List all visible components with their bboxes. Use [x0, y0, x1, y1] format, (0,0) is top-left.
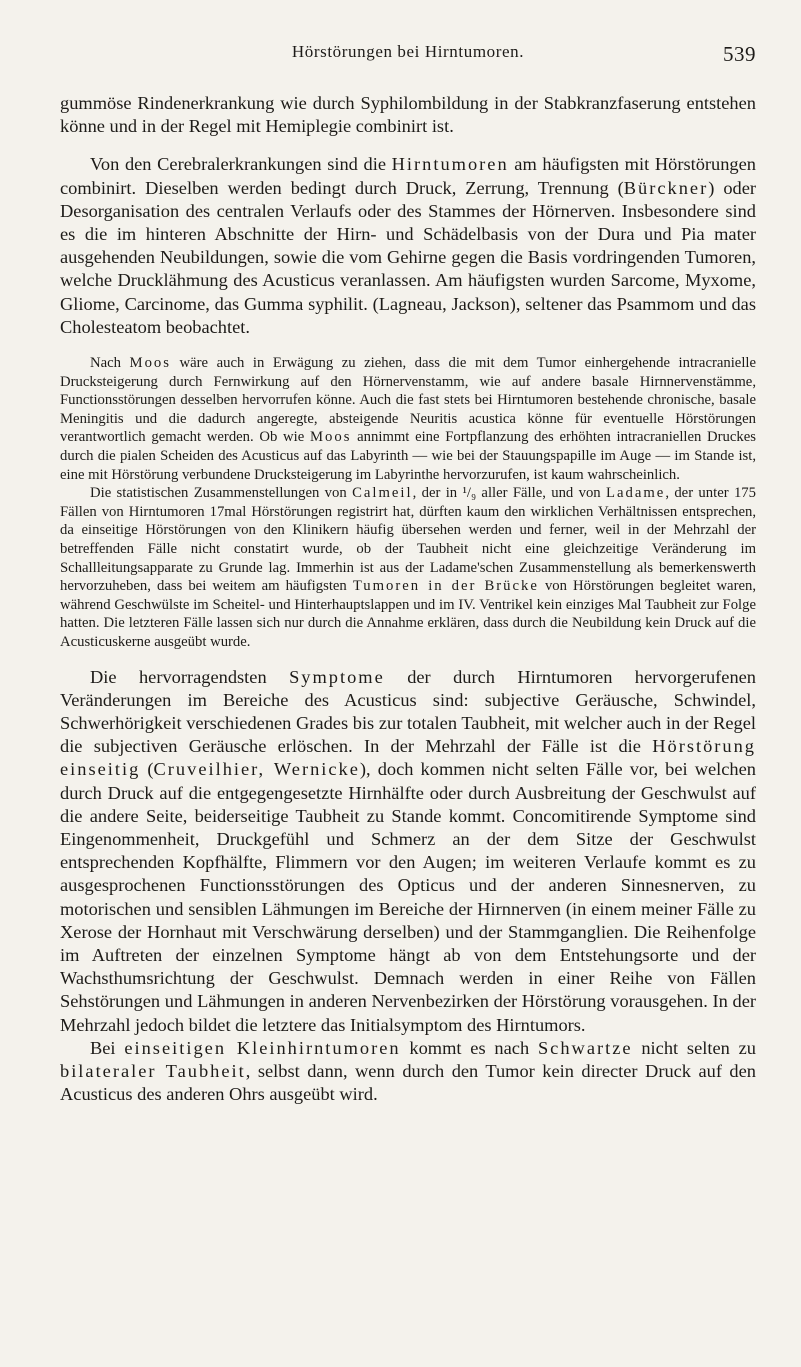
text-run: von Hörstörungen begleitet waren, während Geschwülste im Scheitel- und Hinterhauptslappen und im IV. Ventrikel kein einziges Mal Taubheit zur Folge hatten. Die letzteren Fälle lassen sich nur durch die Annahme erklären, dass durch die Neubildung kein Druck auf die Acusticuskerne ausgeübt wurde.	[60, 578, 756, 650]
paragraph-hirntumoren	[60, 153, 756, 339]
paragraph-kleinhirntumoren	[60, 1037, 756, 1107]
spaced-term: Hörstörung einseitig	[60, 736, 756, 780]
text-run: , der unter 175 Fällen von Hirntumoren 17mal Hörstörungen registrirt hat, dürften kaum den wirklichen Verhältnissen entsprechen, da einseitige Hörstörungen von den Klinikern häufig übersehen werden und ferner, weil in der Mehrzahl der betreffenden Fälle nicht constatirt wurde, ob der Taubheit nicht eine gleichzeitige Veränderung im Schallleitungsapparate zu Grunde lag. Immerhin ist aus der Ladame'schen Zusammenstellung als bemerkenswerth hervorzuheben, dass bei weitem am häufigsten	[60, 485, 756, 595]
spaced-term: einseitigen Kleinhirntumoren	[124, 1037, 401, 1058]
text-run: Die hervorragendsten	[90, 666, 290, 687]
running-title: Hörstörungen bei Hirntumoren.	[291, 42, 525, 61]
text-run: am häufigsten mit Hörstörungen combinirt. Dieselben werden bedingt durch Druck, Zerrung, Trennung (	[60, 154, 756, 198]
text-run: ) oder Desorganisation des centralen Verlaufs oder des Stammes der Hörnerven. Insbesondere sind es die im hinteren Abschnitte der Hirn- und Schädelbasis von der Dura und Pia mater ausgehenden Neubildungen, sowie die vom Gehirne gegen die Basis vordringenden Tumoren, welche Drucklähmung des Acusticus veranlassen. Am häufigsten wurden Sarcome, Myxome, Gliome, Carcinome, das Gumma syphilit. (Lagneau, Jackson), seltener das Psammom und das Cholesteatom beobachtet.	[60, 177, 756, 337]
paragraph-moos	[60, 354, 756, 484]
text-run: Von den Cerebralerkrankungen sind die	[90, 154, 392, 175]
text-run: nicht selten zu	[632, 1037, 756, 1058]
text-run: wäre auch in Erwägung zu ziehen, dass die mit dem Tumor einhergehende intracranielle Drucksteigerung durch Fernwirkung auf den Hörnervenstamm, wie auf andere basale Hirnnervenstämme, Functionsstörungen desselben hervorrufen könne. Auch die fast stets bei Hirntumoren bestehende chronische, basale Meningitis und die dadurch angeregte, absteigende Neuritis acustica könne für eventuelle Hörstörungen verantwortlich gemacht werden. Ob wie	[60, 355, 756, 446]
page-header	[60, 42, 756, 72]
text-run: (	[140, 759, 154, 780]
paragraph-statistics	[60, 484, 756, 651]
text-run: Nach	[90, 355, 130, 372]
author-name: Calmeil	[352, 485, 413, 502]
text-run: , der in	[412, 485, 463, 502]
paragraph-symptome	[60, 666, 756, 1037]
author-name: Moos	[129, 355, 171, 372]
text-run: kommt es nach	[400, 1037, 538, 1058]
text-run: Die statistischen Zusammenstellungen von	[90, 485, 353, 502]
page-number: 539	[723, 42, 756, 66]
author-name: Schwartze	[537, 1037, 633, 1058]
fraction: ¹/₉	[462, 485, 477, 502]
spaced-term: Symptome	[289, 666, 385, 687]
page-body	[60, 92, 756, 1106]
text-run: Bei	[90, 1037, 125, 1058]
text-run: der durch Hirntumoren hervorgerufenen Veränderungen im Bereiche des Acusticus sind: subjective Geräusche, Schwindel, Schwerhörigkeit verschiedenen Grades bis zur totalen Taubheit, mit welcher auch in der Regel die subjectiven Geräusche erlöschen. In der Mehrzahl der Fälle ist die	[60, 666, 756, 757]
author-name: Ladame	[606, 485, 666, 502]
author-name: Bürckner	[623, 177, 709, 198]
spaced-term: bilateraler Taubheit	[60, 1060, 246, 1081]
spaced-term: Tumoren in der Brücke	[352, 578, 539, 595]
text-run: ), doch kommen nicht selten Fälle vor, bei welchen durch Druck auf die entgegengesetzte Hirnhälfte oder durch Ausbreitung der Geschwulst auf die andere Seite, beiderseitige Taubheit zu Stande kommt. Concomitirende Symptome sind Eingenommenheit, Druckgefühl und Schmerz an der dem Sitze der Geschwulst entsprechenden Kopfhälfte, Flimmern vor den Augen; im weiteren Verlaufe kommt es zu ausgesprochenen Functionsstörungen des Opticus und der anderen Sinnesnerven, zu motorischen und sensiblen Lähmungen im Bereiche der Hirnnerven (in einem meiner Fälle zu Xerose der Hornhaut mit Verschwärung derselben) und der Stammganglien. Die Reihenfolge im Auftreten der einzelnen Symptome hängt ab von dem Entstehungsorte und der Wachsthumsrichtung der Geschwulst. Demnach werden in einer Reihe von Fällen Sehstörungen und Lähmungen in anderen Nervenbezirken der Hörstörung vorausgehen. In der Mehrzahl jedoch bildet die letztere das Initialsymptom des Hirntumors.	[60, 759, 756, 1035]
author-name: Cruveilhier, Wernicke	[153, 759, 360, 780]
paragraph-continuation: gummöse Rindenerkrankung wie durch Syphilombildung in der Stabkranzfaserung entstehen könne und in der Regel mit Hemiplegie combinirt ist.	[60, 93, 756, 137]
author-name: Moos	[309, 429, 352, 446]
text-run: , selbst dann, wenn durch den Tumor kein directer Druck auf den Acusticus des anderen Ohrs ausgeübt wird.	[60, 1060, 756, 1105]
text-run: annimmt eine Fortpflanzung des erhöhten intracraniellen Druckes durch die pialen Scheiden des Acusticus auf das Labyrinth — wie bei der Stauungspapille im Auge — im Stande ist, eine mit Hörstörung verbundene Drucksteigerung im Labyrinthe hervorzurufen, ist kaum wahrscheinlich.	[60, 429, 756, 483]
text-run: aller Fälle, und von	[476, 485, 606, 502]
spaced-term: Hirntumoren	[391, 154, 509, 175]
